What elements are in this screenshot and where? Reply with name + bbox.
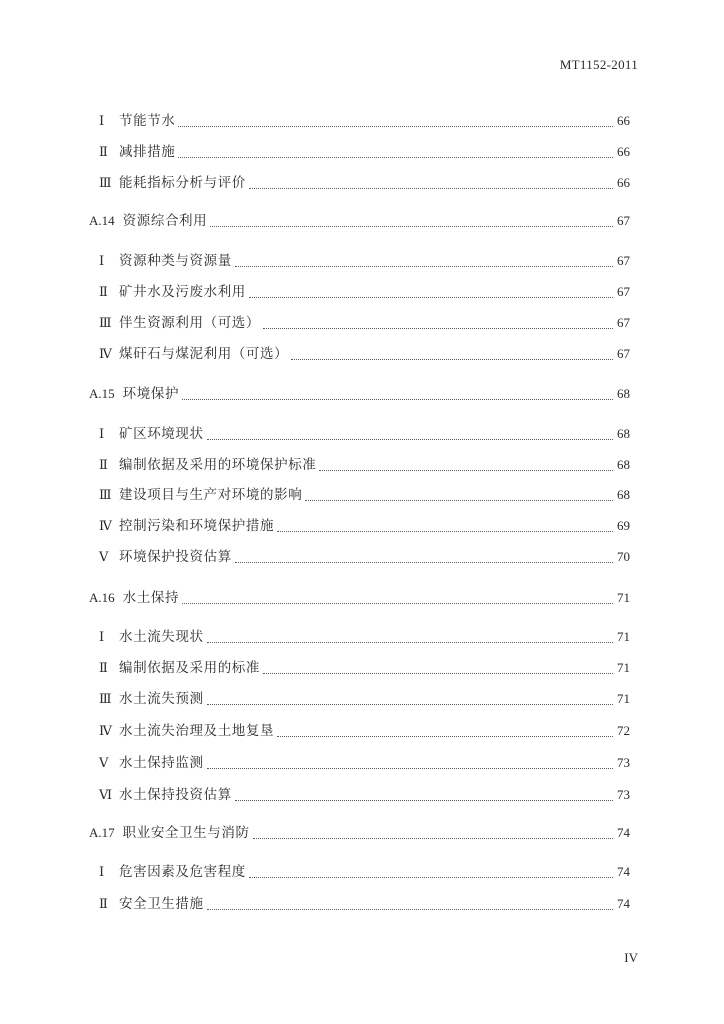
toc-entry-title: 资源种类与资源量: [119, 253, 232, 269]
toc-entry-number: Ⅰ: [99, 113, 105, 128]
toc-entry[interactable]: [99, 251, 630, 271]
toc-entry[interactable]: [99, 547, 630, 567]
toc-entry-title: 环境保护: [122, 386, 180, 402]
toc-entry[interactable]: [99, 173, 630, 193]
toc-entry-number: A.16: [89, 590, 115, 605]
toc-entry-title: 矿井水及污废水利用: [119, 284, 246, 300]
toc-dot-leader: [235, 788, 613, 801]
toc-entry-page: 71: [617, 660, 630, 675]
toc-entry-number: Ⅲ: [99, 175, 112, 190]
toc-entry[interactable]: [99, 894, 630, 914]
toc-entry-number: Ⅳ: [99, 723, 112, 738]
standard-code-header: MT1152-2011: [559, 57, 638, 72]
toc-entry-number: Ⅰ: [99, 629, 105, 644]
toc-entry-page: 71: [617, 590, 630, 605]
toc-entry-number: Ⅱ: [99, 284, 108, 299]
toc-entry-number: Ⅳ: [99, 346, 112, 361]
page-number: IV: [624, 950, 638, 965]
toc-entry-page: 74: [617, 864, 630, 879]
toc-entry-page: 66: [617, 144, 630, 159]
toc-entry-page: 68: [617, 457, 630, 472]
toc-entry-page: 74: [617, 896, 630, 911]
toc-entry-number: A.14: [89, 213, 115, 228]
toc-entry-number: Ⅴ: [99, 549, 109, 564]
toc-entry-page: 74: [617, 825, 630, 840]
toc-dot-leader: [182, 387, 613, 400]
toc-entry-page: 69: [617, 518, 630, 533]
toc-entry-number: Ⅰ: [99, 864, 105, 879]
toc-entry-number: Ⅲ: [99, 315, 112, 330]
toc-dot-leader: [277, 724, 613, 737]
toc-entry-title: 矿区环境现状: [119, 426, 204, 442]
toc-entry-title: 水土流失治理及土地复垦: [119, 723, 275, 739]
toc-entry-number: Ⅱ: [99, 457, 108, 472]
toc-dot-leader: [249, 176, 613, 189]
toc-dot-leader: [207, 630, 613, 643]
toc-entry-number: Ⅲ: [99, 487, 112, 502]
toc-entry-title: 水土流失现状: [119, 629, 204, 645]
toc-entry-title: 危害因素及危害程度: [119, 864, 246, 880]
toc-entry-title: 编制依据及采用的标准: [119, 660, 260, 676]
toc-entry-title: 煤矸石与煤泥利用（可选）: [119, 346, 289, 362]
toc-entry-page: 72: [617, 723, 630, 738]
toc-entry[interactable]: [99, 721, 630, 741]
toc-entry[interactable]: [99, 689, 630, 709]
toc-entry-title: 资源综合利用: [122, 213, 208, 229]
toc-entry[interactable]: [99, 485, 630, 505]
toc-entry[interactable]: [89, 588, 630, 608]
toc-dot-leader: [253, 826, 613, 839]
toc-dot-leader: [182, 591, 613, 604]
toc-dot-leader: [277, 519, 613, 532]
toc-entry-number: A.15: [89, 386, 115, 401]
toc-entry[interactable]: [99, 627, 630, 647]
toc-entry-title: 水土保持监测: [119, 755, 204, 771]
toc-entry-page: 68: [617, 487, 630, 502]
toc-dot-leader: [249, 865, 613, 878]
toc-entry-title: 水土保持投资估算: [119, 787, 232, 803]
toc-dot-leader: [207, 692, 613, 705]
toc-entry-page: 66: [617, 113, 630, 128]
toc-entry-title: 建设项目与生产对环境的影响: [119, 487, 303, 503]
toc-dot-leader: [178, 145, 613, 158]
toc-entry[interactable]: [99, 313, 630, 333]
toc-dot-leader: [249, 285, 613, 298]
toc-dot-leader: [207, 427, 613, 440]
toc-dot-leader: [235, 254, 613, 267]
toc-entry[interactable]: [99, 658, 630, 678]
toc-entry-title: 水土流失预测: [119, 691, 204, 707]
toc-entry-page: 67: [617, 315, 630, 330]
toc-entry[interactable]: [89, 823, 630, 843]
toc-entry[interactable]: [89, 384, 630, 404]
toc-entry[interactable]: [99, 516, 630, 536]
toc-entry-page: 71: [617, 629, 630, 644]
toc-entry-title: 职业安全卫生与消防: [122, 825, 250, 841]
toc-entry-title: 安全卫生措施: [119, 896, 204, 912]
toc-entry-number: Ⅳ: [99, 518, 112, 533]
toc-entry[interactable]: [99, 282, 630, 302]
toc-entry-page: 67: [617, 253, 630, 268]
toc-entry-number: Ⅱ: [99, 144, 108, 159]
toc-entry-number: Ⅵ: [99, 787, 113, 802]
toc-entry-number: Ⅰ: [99, 253, 105, 268]
toc-dot-leader: [210, 214, 613, 227]
toc-entry-number: Ⅱ: [99, 660, 108, 675]
toc-entry-page: 73: [617, 787, 630, 802]
toc-entry-title: 环境保护投资估算: [119, 549, 232, 565]
toc-entry-title: 编制依据及采用的环境保护标准: [119, 457, 317, 473]
toc-entry-page: 68: [617, 426, 630, 441]
toc-entry[interactable]: [99, 142, 630, 162]
toc-dot-leader: [235, 550, 613, 563]
toc-entry[interactable]: [99, 785, 630, 805]
toc-entry-number: Ⅱ: [99, 896, 108, 911]
toc-dot-leader: [178, 114, 613, 127]
toc-entry-title: 能耗指标分析与评价: [119, 175, 246, 191]
toc-entry-number: Ⅲ: [99, 691, 112, 706]
toc-entry[interactable]: [99, 424, 630, 444]
toc-dot-leader: [207, 897, 613, 910]
toc-entry-page: 67: [617, 346, 630, 361]
toc-dot-leader: [305, 488, 613, 501]
toc-entry[interactable]: [99, 344, 630, 364]
toc-entry-number: Ⅰ: [99, 426, 105, 441]
toc-dot-leader: [319, 458, 613, 471]
toc-entry-title: 减排措施: [119, 144, 176, 160]
toc-entry-title: 节能节水: [119, 113, 176, 129]
toc-entry-page: 67: [617, 213, 630, 228]
toc-entry[interactable]: [99, 753, 630, 773]
toc-dot-leader: [263, 661, 613, 674]
toc-entry-title: 伴生资源利用（可选）: [119, 315, 260, 331]
toc-entry[interactable]: [99, 111, 630, 131]
toc-entry-page: 68: [617, 386, 630, 401]
toc-entry-title: 控制污染和环境保护措施: [119, 518, 275, 534]
toc-entry-page: 70: [617, 549, 630, 564]
toc-entry-page: 71: [617, 691, 630, 706]
toc-entry-page: 67: [617, 284, 630, 299]
toc-entry[interactable]: [99, 862, 630, 882]
toc-entry-number: Ⅴ: [99, 755, 109, 770]
toc-dot-leader: [291, 347, 613, 360]
toc-entry-number: A.17: [89, 825, 115, 840]
toc-dot-leader: [263, 316, 613, 329]
toc-entry[interactable]: [99, 455, 630, 475]
toc-entry-title: 水土保持: [122, 590, 180, 606]
toc-dot-leader: [207, 756, 613, 769]
toc-entry-page: 66: [617, 175, 630, 190]
toc-entry-page: 73: [617, 755, 630, 770]
toc-entry[interactable]: [89, 211, 630, 231]
